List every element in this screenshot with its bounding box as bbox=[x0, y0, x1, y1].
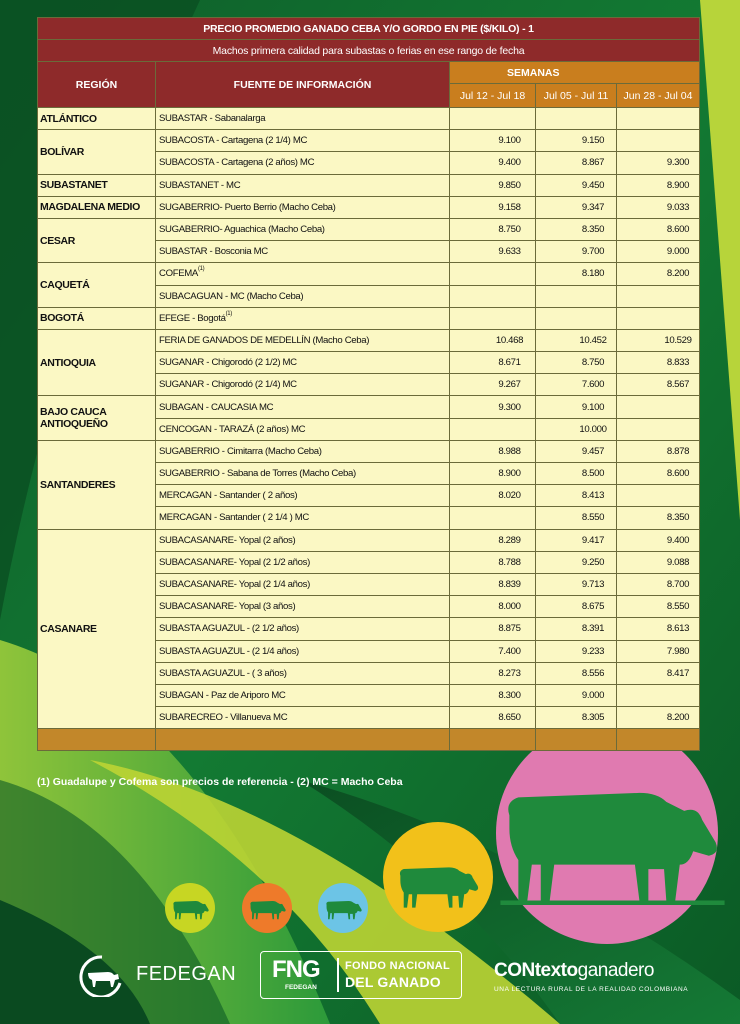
fuente-cell bbox=[156, 507, 450, 529]
price-cell: 9.850 bbox=[450, 174, 536, 196]
fuente-cell bbox=[156, 218, 450, 240]
fuente-text: SUBASTAR - Sabanalarga bbox=[159, 113, 266, 125]
price-cell: 8.417 bbox=[617, 662, 700, 684]
price-cell: 7.400 bbox=[450, 640, 536, 662]
region-cell: BAJO CAUCA ANTIOQUEÑO bbox=[38, 396, 156, 440]
region-cell: SANTANDERES bbox=[38, 440, 156, 529]
cow-icon-lime bbox=[172, 898, 210, 920]
fuente-cell bbox=[156, 352, 450, 374]
header-week-1: Jul 12 - Jul 18 bbox=[450, 84, 536, 108]
price-cell: 8.350 bbox=[617, 507, 700, 529]
fuente-text: SUBASTA AGUAZUL - (2 1/4 años) bbox=[159, 645, 299, 657]
price-cell bbox=[450, 285, 536, 307]
price-cell: 8.550 bbox=[536, 507, 617, 529]
price-cell: 9.300 bbox=[617, 152, 700, 174]
fedegan-emblem-icon bbox=[76, 953, 128, 997]
price-cell: 7.600 bbox=[536, 374, 617, 396]
price-cell: 8.675 bbox=[536, 596, 617, 618]
fuente-cell bbox=[156, 196, 450, 218]
price-cell: 9.457 bbox=[536, 440, 617, 462]
cow-icon-large bbox=[500, 775, 725, 905]
table-row bbox=[38, 329, 700, 351]
fng-name-line-1: FONDO NACIONAL bbox=[345, 960, 451, 972]
price-cell: 9.450 bbox=[536, 174, 617, 196]
table-row bbox=[38, 529, 700, 551]
fng-mark-block bbox=[269, 956, 335, 994]
fuente-text: SUBACAGUAN - MC (Macho Ceba) bbox=[159, 290, 304, 302]
table-footer-row bbox=[38, 729, 700, 751]
region-cell: MAGDALENA MEDIO bbox=[38, 196, 156, 218]
price-cell bbox=[617, 285, 700, 307]
price-cell: 9.100 bbox=[536, 396, 617, 418]
price-cell: 8.788 bbox=[450, 551, 536, 573]
region-cell: CAQUETÁ bbox=[38, 263, 156, 307]
price-cell: 8.750 bbox=[536, 352, 617, 374]
price-cell: 9.633 bbox=[450, 241, 536, 263]
fuente-text: FERIA DE GANADOS DE MEDELLÍN (Macho Ceba) bbox=[159, 334, 370, 346]
fuente-text: SUBAGAN - CAUCASIA MC bbox=[159, 401, 274, 413]
fuente-text: SUGANAR - Chigorodó (2 1/2) MC bbox=[159, 357, 297, 369]
fuente-text: SUBASTANET - MC bbox=[159, 179, 241, 191]
footnote: (1) Guadalupe y Cofema son precios de referencia - (2) MC = Macho Ceba bbox=[37, 776, 403, 788]
fuente-cell bbox=[156, 108, 450, 130]
price-cell: 8.613 bbox=[617, 618, 700, 640]
price-table bbox=[37, 17, 700, 751]
cow-icon-blue bbox=[325, 898, 363, 920]
table-title: PRECIO PROMEDIO GANADO CEBA Y/O GORDO EN PIE ($/KILO) - 1 bbox=[38, 18, 700, 40]
cow-icon-yellow bbox=[397, 860, 481, 910]
price-cell bbox=[617, 307, 700, 329]
price-cell: 8.289 bbox=[450, 529, 536, 551]
fng-mark: FNG bbox=[272, 956, 320, 983]
price-cell: 9.033 bbox=[617, 196, 700, 218]
price-cell bbox=[617, 485, 700, 507]
fuente-text: EFEGE - Bogotá bbox=[159, 312, 226, 324]
region-cell: SUBASTANET bbox=[38, 174, 156, 196]
price-cell: 8.273 bbox=[450, 662, 536, 684]
fuente-text: SUBACOSTA - Cartagena (2 años) MC bbox=[159, 157, 315, 169]
region-cell: ATLÁNTICO bbox=[38, 108, 156, 130]
price-cell: 9.233 bbox=[536, 640, 617, 662]
fuente-text: SUBASTA AGUAZUL - (2 1/2 años) bbox=[159, 623, 299, 635]
table-row bbox=[38, 440, 700, 462]
price-cell: 7.980 bbox=[617, 640, 700, 662]
price-cell: 8.500 bbox=[536, 463, 617, 485]
price-cell: 8.700 bbox=[617, 573, 700, 595]
table-row bbox=[38, 263, 700, 285]
fuente-cell bbox=[156, 263, 450, 285]
fuente-text: SUBACASANARE- Yopal (2 1/4 años) bbox=[159, 579, 310, 591]
price-cell: 10.000 bbox=[536, 418, 617, 440]
price-cell bbox=[617, 130, 700, 152]
price-cell: 8.567 bbox=[617, 374, 700, 396]
price-cell: 8.833 bbox=[617, 352, 700, 374]
price-cell: 9.417 bbox=[536, 529, 617, 551]
price-cell bbox=[617, 108, 700, 130]
footnote-marker: (1) bbox=[225, 310, 232, 317]
price-cell: 8.839 bbox=[450, 573, 536, 595]
fuente-text: SUBACASANARE- Yopal (3 años) bbox=[159, 601, 296, 613]
fuente-cell bbox=[156, 707, 450, 729]
fuente-text: SUBACASANARE- Yopal (2 1/2 años) bbox=[159, 556, 310, 568]
fuente-cell bbox=[156, 174, 450, 196]
fuente-cell bbox=[156, 662, 450, 684]
fuente-cell bbox=[156, 684, 450, 706]
price-cell: 9.100 bbox=[450, 130, 536, 152]
price-cell: 8.200 bbox=[617, 263, 700, 285]
price-cell: 10.529 bbox=[617, 329, 700, 351]
price-cell: 8.600 bbox=[617, 463, 700, 485]
price-cell: 8.600 bbox=[617, 218, 700, 240]
price-cell: 9.158 bbox=[450, 196, 536, 218]
fuente-cell bbox=[156, 640, 450, 662]
fuente-cell bbox=[156, 329, 450, 351]
price-cell bbox=[450, 507, 536, 529]
price-cell: 9.700 bbox=[536, 241, 617, 263]
fuente-cell bbox=[156, 130, 450, 152]
price-cell: 8.875 bbox=[450, 618, 536, 640]
price-cell bbox=[536, 108, 617, 130]
header-week-2: Jul 05 - Jul 11 bbox=[536, 84, 617, 108]
price-cell: 8.750 bbox=[450, 218, 536, 240]
price-cell: 8.867 bbox=[536, 152, 617, 174]
region-cell: ANTIOQUIA bbox=[38, 329, 156, 396]
price-cell bbox=[536, 307, 617, 329]
table-row bbox=[38, 196, 700, 218]
price-cell bbox=[617, 396, 700, 418]
price-cell: 10.452 bbox=[536, 329, 617, 351]
fuente-cell bbox=[156, 152, 450, 174]
fuente-cell bbox=[156, 285, 450, 307]
fuente-cell bbox=[156, 618, 450, 640]
price-cell: 10.468 bbox=[450, 329, 536, 351]
fuente-text: SUBACASANARE- Yopal (2 años) bbox=[159, 534, 296, 546]
price-cell: 8.900 bbox=[617, 174, 700, 196]
price-cell: 9.000 bbox=[617, 241, 700, 263]
fuente-cell bbox=[156, 485, 450, 507]
fuente-text: COFEMA bbox=[159, 268, 198, 280]
price-cell: 9.400 bbox=[450, 152, 536, 174]
table-row bbox=[38, 396, 700, 418]
fuente-cell bbox=[156, 418, 450, 440]
fuente-text: SUGANAR - Chigorodó (2 1/4) MC bbox=[159, 379, 297, 391]
contexto-light: ganadero bbox=[577, 960, 654, 981]
price-cell: 9.400 bbox=[617, 529, 700, 551]
fuente-text: SUGABERRIO- Puerto Berrio (Macho Ceba) bbox=[159, 201, 336, 213]
price-cell: 8.180 bbox=[536, 263, 617, 285]
price-cell: 9.088 bbox=[617, 551, 700, 573]
table-subtitle: Machos primera calidad para subastas o ferias en ese rango de fecha bbox=[38, 40, 700, 62]
footnote-marker: (1) bbox=[197, 266, 205, 273]
price-cell: 8.556 bbox=[536, 662, 617, 684]
price-cell: 9.300 bbox=[450, 396, 536, 418]
fuente-text: CENCOGAN - TARAZÁ (2 años) MC bbox=[159, 423, 306, 435]
fuente-cell bbox=[156, 307, 450, 329]
fuente-text: SUGABERRIO - Sabana de Torres (Macho Ceba) bbox=[159, 468, 356, 480]
fuente-cell bbox=[156, 463, 450, 485]
region-cell: BOLÍVAR bbox=[38, 130, 156, 174]
price-cell: 8.671 bbox=[450, 352, 536, 374]
fedegan-text: FEDEGAN bbox=[136, 963, 237, 985]
price-cell bbox=[450, 263, 536, 285]
price-cell bbox=[450, 108, 536, 130]
price-cell bbox=[617, 418, 700, 440]
fuente-text: SUGABERRIO - Cimitarra (Macho Ceba) bbox=[159, 445, 322, 457]
table-row bbox=[38, 108, 700, 130]
price-cell: 8.550 bbox=[617, 596, 700, 618]
price-cell: 9.713 bbox=[536, 573, 617, 595]
contexto-tagline: UNA LECTURA RURAL DE LA REALIDAD COLOMBIANA bbox=[494, 986, 689, 993]
price-cell bbox=[617, 684, 700, 706]
fuente-cell bbox=[156, 241, 450, 263]
cow-icon-orange bbox=[249, 898, 287, 920]
price-cell: 8.305 bbox=[536, 707, 617, 729]
price-cell: 8.878 bbox=[617, 440, 700, 462]
price-cell: 9.000 bbox=[536, 684, 617, 706]
fuente-text: MERCAGAN - Santander ( 2 1/4 ) MC bbox=[159, 512, 309, 524]
fuente-text: MERCAGAN - Santander ( 2 años) bbox=[159, 490, 298, 502]
fuente-text: SUBAGAN - Paz de Ariporo MC bbox=[159, 689, 286, 701]
fuente-text: SUBACOSTA - Cartagena (2 1/4) MC bbox=[159, 135, 308, 147]
price-cell: 9.250 bbox=[536, 551, 617, 573]
fuente-cell bbox=[156, 396, 450, 418]
fuente-cell bbox=[156, 573, 450, 595]
fuente-cell bbox=[156, 551, 450, 573]
price-cell: 9.267 bbox=[450, 374, 536, 396]
price-cell bbox=[536, 285, 617, 307]
table-body bbox=[38, 108, 700, 729]
price-cell bbox=[450, 418, 536, 440]
fng-sub: FEDEGAN bbox=[285, 984, 317, 991]
fuente-cell bbox=[156, 374, 450, 396]
fuente-text: SUBARECREO - Villanueva MC bbox=[159, 712, 288, 724]
fuente-text: SUBASTAR - Bosconia MC bbox=[159, 246, 268, 258]
price-cell bbox=[450, 307, 536, 329]
price-cell: 9.347 bbox=[536, 196, 617, 218]
contexto-ganadero-logo bbox=[494, 960, 654, 982]
price-cell: 8.200 bbox=[617, 707, 700, 729]
region-cell: CASANARE bbox=[38, 529, 156, 729]
header-semanas: SEMANAS bbox=[450, 62, 617, 84]
price-cell: 9.150 bbox=[536, 130, 617, 152]
fedegan-logo bbox=[76, 953, 237, 997]
fng-logo bbox=[260, 951, 462, 999]
header-region: REGIÓN bbox=[38, 62, 156, 108]
header-semanas-fill bbox=[617, 62, 700, 84]
price-cell: 8.020 bbox=[450, 485, 536, 507]
header-week-3: Jun 28 - Jul 04 bbox=[617, 84, 700, 108]
fng-divider bbox=[337, 958, 339, 992]
table-row bbox=[38, 307, 700, 329]
price-cell: 8.900 bbox=[450, 463, 536, 485]
price-cell: 8.300 bbox=[450, 684, 536, 706]
price-cell: 8.413 bbox=[536, 485, 617, 507]
table-row bbox=[38, 218, 700, 240]
price-cell: 8.988 bbox=[450, 440, 536, 462]
region-cell: CESAR bbox=[38, 218, 156, 262]
region-cell: BOGOTÁ bbox=[38, 307, 156, 329]
price-cell: 8.350 bbox=[536, 218, 617, 240]
table-row bbox=[38, 130, 700, 152]
fng-name-line-2: DEL GANADO bbox=[345, 974, 441, 990]
price-cell: 8.391 bbox=[536, 618, 617, 640]
fuente-cell bbox=[156, 529, 450, 551]
fuente-text: SUBASTA AGUAZUL - ( 3 años) bbox=[159, 667, 287, 679]
price-cell: 8.650 bbox=[450, 707, 536, 729]
table-row bbox=[38, 174, 700, 196]
contexto-bold: CONtexto bbox=[494, 960, 578, 981]
fuente-cell bbox=[156, 596, 450, 618]
fuente-cell bbox=[156, 440, 450, 462]
price-cell: 8.000 bbox=[450, 596, 536, 618]
header-fuente: FUENTE DE INFORMACIÓN bbox=[156, 62, 450, 108]
fuente-text: SUGABERRIO- Aguachica (Macho Ceba) bbox=[159, 224, 325, 236]
